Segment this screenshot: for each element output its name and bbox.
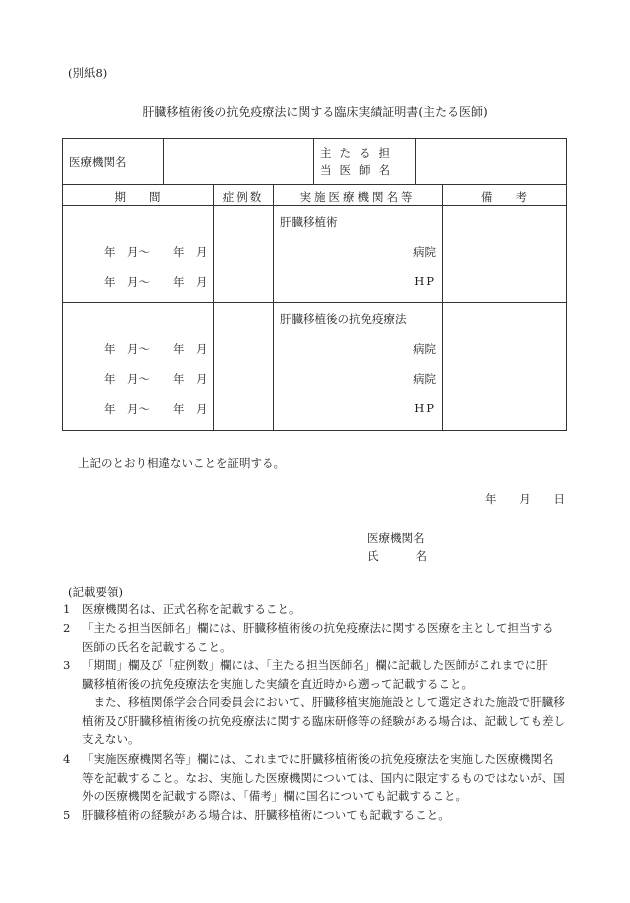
note-item-3: 3 「期間」欄及び「症例数」欄には、「主たる担当医師名」欄に記載した医師がこれまでに肝 臓移植術後の抗免疫療法を実施した実績を直近時から遡って記載すること。 また、移植関係学会合同委員会において、肝臓移植実施施設として選定された施設で肝臓移 植術及び肝臓移植術後の抗免疫療法に関する臨床研修等の経験がある場合は、記載しても差し 支えない。 — [63, 658, 565, 747]
border-doctor-label-left — [313, 138, 314, 184]
border-bottom — [62, 430, 567, 431]
period-row-4: 年 月〜 年 月 — [104, 372, 208, 386]
border-header-bottom — [62, 205, 567, 206]
date-line — [485, 491, 565, 507]
section-liver-transplant-title: 肝臓移植術 — [280, 215, 338, 229]
border-section-divider — [62, 302, 567, 303]
period-row-2: 年 月〜 年 月 — [104, 275, 208, 289]
doctor-name-label-line1: 主たる担 — [320, 146, 398, 160]
document-title: 肝臓移植術後の抗免疫療法に関する臨床実績証明書(主たる医師) — [142, 105, 488, 119]
certifier-institution-label: 医療機関名 — [367, 531, 425, 545]
date-month: 月 — [519, 492, 531, 506]
note-item-5: 5 肝臓移植術の経験がある場合は、肝臓移植術についても記載すること。 — [63, 808, 450, 822]
section-immunotherapy-title: 肝臓移植後の抗免疫療法 — [280, 312, 407, 326]
date-year: 年 — [485, 492, 497, 506]
border-left — [62, 138, 63, 431]
institution-name-field[interactable] — [170, 142, 308, 180]
border-cases-inst — [273, 184, 274, 431]
institution-suffix-row-4: 病院 — [413, 372, 436, 386]
border-right — [566, 138, 567, 431]
note-item-2: 2 「主たる担当医師名」欄には、肝臓移植術後の抗免疫療法に関する医療を主として担当する 医師の氏名を記載すること。 — [63, 621, 554, 654]
border-doctor-label-right — [415, 138, 416, 184]
header-institution: 実施医療機関名等 — [299, 190, 416, 204]
notes-heading: (記載要領) — [68, 585, 123, 599]
certifier-name-label: 氏 名 — [367, 549, 427, 563]
border-header-top — [62, 184, 567, 185]
border-inst-remarks — [442, 184, 443, 431]
date-day: 日 — [553, 492, 565, 506]
border-period-cases — [213, 184, 214, 431]
institution-suffix-row-2: HP — [414, 274, 436, 288]
header-period: 期 間 — [114, 190, 161, 204]
doctor-name-field[interactable] — [420, 142, 562, 180]
border-top — [62, 138, 567, 139]
period-row-3: 年 月〜 年 月 — [104, 342, 208, 356]
header-cases: 症例数 — [222, 190, 264, 204]
appendix-label: (別紙8) — [68, 66, 108, 80]
border-inst-label — [163, 138, 164, 184]
institution-suffix-row-1: 病院 — [413, 245, 436, 259]
certification-statement: 上記のとおり相違ないことを証明する。 — [78, 456, 285, 470]
institution-suffix-row-5: HP — [414, 401, 436, 415]
institution-name-label: 医療機関名 — [69, 155, 127, 169]
header-remarks: 備 考 — [481, 190, 527, 204]
note-item-1: 1 医療機関名は、正式名称を記載すること。 — [63, 602, 301, 616]
doctor-name-label-line2: 当医師名 — [320, 163, 398, 177]
institution-suffix-row-3: 病院 — [413, 342, 436, 356]
note-item-4: 4 「実施医療機関名等」欄には、これまでに肝臓移植術後の抗免疫療法を実施した医療機関名 等を記載すること。なお、実施した医療機関については、国内に限定するものではないが、国 外の医療機関を記載する際は、「備考」欄に国名についても記載すること。 — [63, 752, 565, 804]
period-row-5: 年 月〜 年 月 — [104, 402, 208, 416]
period-row-1: 年 月〜 年 月 — [104, 245, 208, 259]
